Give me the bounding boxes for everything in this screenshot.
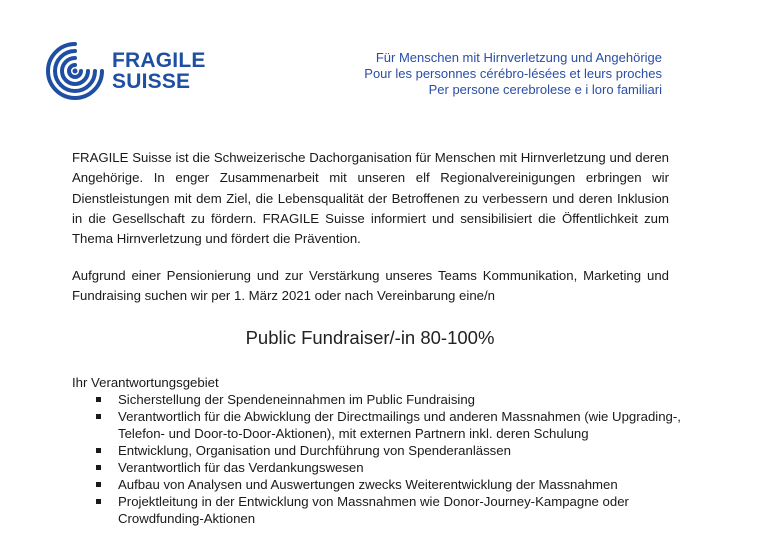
logo-text-line1: FRAGILE xyxy=(112,49,206,72)
spiral-logo-icon xyxy=(44,40,106,102)
fragile-suisse-logo xyxy=(44,40,206,102)
responsibilities-heading: Ihr Verantwortungsgebiet xyxy=(72,375,219,390)
list-item: Entwicklung, Organisation und Durchführung von Spenderanlässen xyxy=(96,442,696,459)
tagline-de: Für Menschen mit Hirnverletzung und Angehörige xyxy=(375,50,662,65)
list-item: Aufbau von Analysen und Auswertungen zwecks Weiterentwicklung der Massnahmen xyxy=(96,476,696,493)
vacancy-intro-paragraph: Aufgrund einer Pensionierung und zur Verstärkung unseres Teams Kommunikation, Marketing und Fundraising suchen wir per 1. März 2021 oder nach Vereinbarung eine/n xyxy=(72,268,669,304)
tagline-it: Per persone cerebrolese e i loro familiari xyxy=(428,82,662,97)
logo-text-line2: SUISSE xyxy=(112,70,191,93)
list-item: Verantwortlich für die Abwicklung der Directmailings und anderen Massnahmen (wie Upgrading-, Telefon- und Door-to-Door-Aktionen), mit externen Partnern inkl. deren Schulung xyxy=(96,408,696,442)
responsibilities-list xyxy=(96,391,696,527)
list-item: Verantwortlich für das Verdankungswesen xyxy=(96,459,696,476)
tagline-fr: Pour les personnes cérébro-lésées et leurs proches xyxy=(364,66,662,81)
intro-paragraph: FRAGILE Suisse ist die Schweizerische Dachorganisation für Menschen mit Hirnverletzung und deren Angehörige. In enger Zusammenarbeit mit unseren elf Regionalvereinigungen erbringen wir Dienstleistungen mit dem Ziel, die Lebensqualität der Betroffenen zu verbessern und deren Inklusion in die Gesellschaft zu fördern. FRAGILE Suisse informiert und sensibilisiert die Öffentlichkeit zum Thema Hirnverletzung und fördert die Prävention. xyxy=(72,150,669,247)
tagline xyxy=(364,50,662,98)
list-item: Projektleitung in der Entwicklung von Massnahmen wie Donor-Journey-Kampagne oder Crowdfunding-Aktionen xyxy=(96,493,696,527)
list-item: Sicherstellung der Spendeneinnahmen im Public Fundraising xyxy=(96,391,696,408)
job-title: Public Fundraiser/-in 80-100% xyxy=(245,327,495,348)
